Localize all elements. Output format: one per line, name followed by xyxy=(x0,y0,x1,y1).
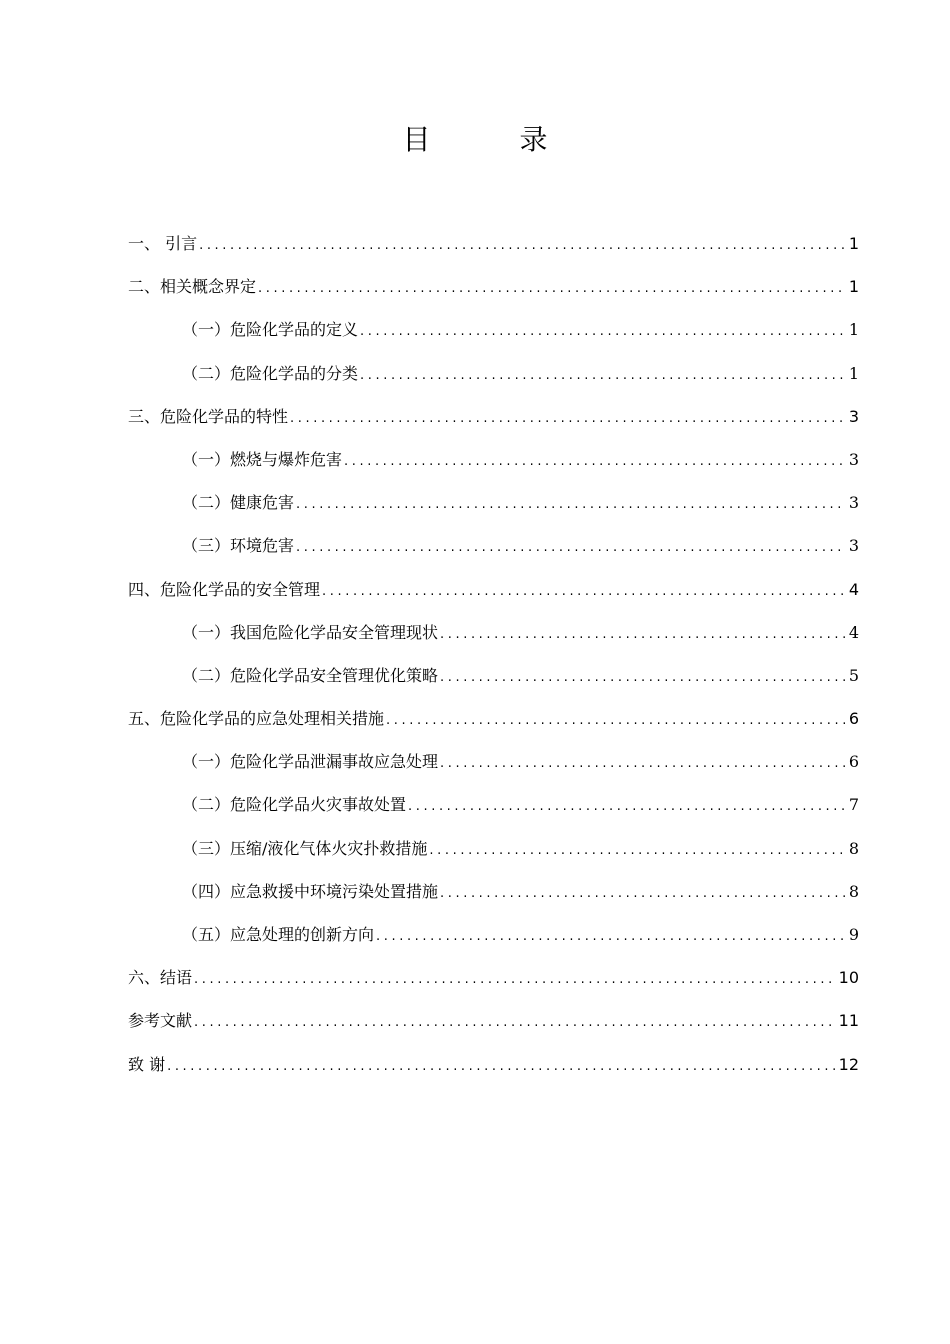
dot-leader xyxy=(290,404,846,434)
toc-entry-label: （三）压缩/液化气体火灾扑救措施 xyxy=(182,838,428,858)
toc-page-number: 6 xyxy=(848,752,859,772)
toc-subentry[interactable] xyxy=(128,661,859,704)
toc-entry-label: 致 谢 xyxy=(128,1054,166,1074)
dot-leader xyxy=(440,879,846,909)
toc-entry-label: （一）危险化学品的定义 xyxy=(182,320,359,340)
toc-entry[interactable] xyxy=(128,272,859,315)
toc-subentry[interactable] xyxy=(128,790,859,833)
toc-page-number: 1 xyxy=(848,320,859,340)
dot-leader xyxy=(440,663,846,693)
dot-leader xyxy=(322,577,846,607)
toc-page-number: 10 xyxy=(838,968,859,988)
toc-entry-label: 六、结语 xyxy=(128,968,193,988)
page-title: 目 录 xyxy=(402,123,588,156)
toc-entry-label: 参考文献 xyxy=(128,1011,193,1031)
dot-leader xyxy=(344,447,846,477)
toc-entry-label: （一）我国危险化学品安全管理现状 xyxy=(182,622,439,642)
toc-subentry[interactable] xyxy=(128,747,859,790)
dot-leader xyxy=(360,361,846,391)
toc-entry[interactable] xyxy=(128,402,859,445)
toc-page-number: 1 xyxy=(848,363,859,383)
toc-entry-label: （二）危险化学品安全管理优化策略 xyxy=(182,665,439,685)
toc-page-number: 11 xyxy=(838,1011,859,1031)
toc-entry-label: （一）危险化学品泄漏事故应急处理 xyxy=(182,752,439,772)
toc-entry-label: （二）危险化学品火灾事故处置 xyxy=(182,795,407,815)
dot-leader xyxy=(296,533,846,563)
toc-page-number: 5 xyxy=(848,665,859,685)
toc-entry-label: 三、危险化学品的特性 xyxy=(128,406,289,426)
toc-page-number: 1 xyxy=(848,234,859,253)
toc-entry-label: （五）应急处理的创新方向 xyxy=(182,925,375,944)
dot-leader xyxy=(386,706,846,736)
toc-entry-label: （二）危险化学品的分类 xyxy=(182,363,359,383)
dot-leader xyxy=(440,749,846,779)
toc-entry-label: 一、 引言 xyxy=(128,234,198,253)
toc-page-number: 9 xyxy=(848,925,859,944)
toc-subentry[interactable] xyxy=(128,488,859,531)
toc-subentry[interactable] xyxy=(128,920,859,963)
dot-leader xyxy=(199,231,846,261)
toc-page-number: 4 xyxy=(848,579,859,599)
toc-entry-label: 五、危险化学品的应急处理相关措施 xyxy=(128,709,385,729)
toc-page-number: 3 xyxy=(848,406,859,426)
toc-entry[interactable] xyxy=(128,229,859,272)
toc-page-number: 7 xyxy=(848,795,859,815)
dot-leader xyxy=(194,965,836,995)
toc-page-number: 3 xyxy=(848,536,859,556)
toc-page-number: 12 xyxy=(838,1054,859,1074)
toc-entry[interactable] xyxy=(128,704,859,747)
toc-subentry[interactable] xyxy=(128,359,859,402)
toc-entry[interactable] xyxy=(128,575,859,618)
dot-leader xyxy=(258,274,846,304)
toc-entry[interactable] xyxy=(128,1050,859,1093)
toc-entry[interactable] xyxy=(128,963,859,1006)
toc-page-number: 8 xyxy=(848,838,859,858)
toc-page-number: 8 xyxy=(848,881,859,901)
toc-subentry[interactable] xyxy=(128,315,859,358)
dot-leader xyxy=(429,836,845,866)
toc-entry-label: （三）环境危害 xyxy=(182,536,295,556)
dot-leader xyxy=(440,620,846,650)
dot-leader xyxy=(360,317,846,347)
toc-subentry[interactable] xyxy=(128,445,859,488)
toc-page-number: 4 xyxy=(848,622,859,642)
table-of-contents xyxy=(128,229,859,1093)
toc-entry-label: （二）健康危害 xyxy=(182,493,295,513)
toc-entry-label: 二、相关概念界定 xyxy=(128,277,257,297)
toc-page-number: 1 xyxy=(848,277,859,297)
toc-entry-label: 四、危险化学品的安全管理 xyxy=(128,579,321,599)
toc-subentry[interactable] xyxy=(128,834,859,877)
toc-page-number: 6 xyxy=(848,709,859,729)
toc-entry-label: （四）应急救援中环境污染处置措施 xyxy=(182,881,439,901)
dot-leader xyxy=(408,792,846,822)
dot-leader xyxy=(194,1008,836,1038)
toc-entry-label: （一）燃烧与爆炸危害 xyxy=(182,449,343,469)
toc-entry[interactable] xyxy=(128,1006,859,1049)
dot-leader xyxy=(167,1052,836,1082)
toc-subentry[interactable] xyxy=(128,531,859,574)
toc-page-number: 3 xyxy=(848,493,859,513)
toc-page-number: 3 xyxy=(848,449,859,469)
toc-subentry[interactable] xyxy=(128,877,859,920)
dot-leader xyxy=(296,490,846,520)
toc-subentry[interactable] xyxy=(128,618,859,661)
dot-leader xyxy=(376,922,846,952)
